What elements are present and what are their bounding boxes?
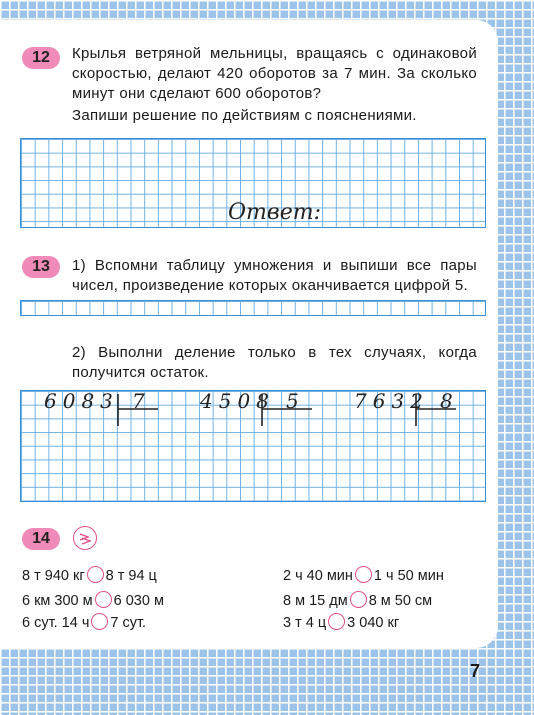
comparison-right-1: 2 ч 40 мин 1 ч 50 мин — [283, 568, 444, 584]
compare-circle[interactable] — [350, 591, 367, 608]
comparison-right-3: 3 т 4 ц 3 040 кг — [283, 615, 400, 631]
division-3-divisor: 8 — [440, 389, 459, 413]
division-1-divisor: 7 — [132, 389, 151, 413]
task-12-instruction: Запиши решение по действиям с пояснениями. — [72, 107, 417, 124]
task-13-number: 13 — [22, 256, 60, 278]
task-13-part2: 2) Выполни деление только в тех случаях, когда получится остаток. — [72, 344, 477, 381]
page-number: 7 — [470, 661, 481, 681]
task-12-number: 12 — [22, 47, 60, 69]
compare-circle[interactable] — [91, 613, 108, 630]
comparison-left-3: 6 сут. 14 ч 7 сут. — [22, 615, 147, 631]
division-2-dividend: 4508 — [200, 389, 275, 413]
division-1-dividend: 6083 — [44, 389, 119, 413]
task-13-part1: 1) Вспомни таблицу умножения и выпиши все пары чисел, произведение которых оканчивается цифрой 5. — [72, 257, 477, 294]
task-12-text: Крылья ветряной мельницы, вращаясь с одинаковой скоростью, делают 420 оборотов за 7 мин. За сколько минут они сделают 600 оборотов? — [72, 45, 477, 102]
task-14-number: 14 — [22, 528, 60, 550]
answer-label: Ответ: — [228, 200, 321, 225]
compare-circle[interactable] — [328, 613, 345, 630]
division-2-divisor: 5 — [286, 389, 305, 413]
compare-circle[interactable] — [95, 591, 112, 608]
compare-icon — [73, 526, 97, 550]
compare-circle[interactable] — [355, 566, 372, 583]
comparison-left-2: 6 км 300 м 6 030 м — [22, 593, 164, 609]
comparison-right-2: 8 м 15 дм 8 м 50 см — [283, 593, 433, 609]
division-3-dividend: 7632 — [354, 389, 429, 413]
comparison-left-1: 8 т 940 кг 8 т 94 ц — [22, 568, 157, 584]
compare-circle[interactable] — [87, 566, 104, 583]
